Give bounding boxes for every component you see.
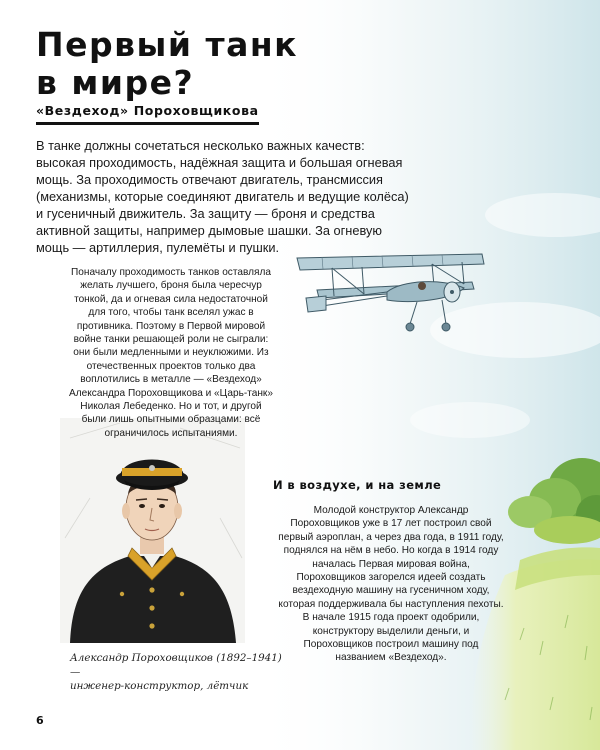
page-title-line: Первый танк — [36, 25, 299, 64]
portrait-illustration — [60, 418, 245, 643]
section-heading: И в воздухе, и на земле — [273, 478, 442, 492]
body-paragraph-right: Молодой конструктор Александр Пороховщиков уже в 17 лет построил свой первый аэроплан, а через два года, в 1911 году, поднялся на нём в небо. Но когда в 1914 году началась Первая мировая война, Пороховщиков загорелся идеей создать вездеходную машину на гусеничном ходу, которая поддерживала бы наступления пехоты. В начале 1915 года проект одобрили, конструктору выделили деньги, и Пороховщиков построил машину под названием «Вездеход». — [278, 505, 504, 664]
biplane-illustration — [292, 242, 492, 342]
body-paragraph-left: Поначалу проходимость танков оставляла желать лучшего, броня была чересчур тонкой, да и огневая сила недостаточной для того, чтобы танк вселял ужас в противника. Поэтому в Первой мировой войне танки решающей роли не сыграли: они были медленными и неуклюжими. Из отечественных проектов только два воплотились в металле — «Вездеход» Александра Пороховщикова и «Царь-танк» Николая Лебеденко. Но и тот, и другой были лишь опытными образцами: всё ограничилось испытаниями. — [69, 267, 273, 439]
portrait-caption — [70, 651, 290, 693]
cloud — [410, 402, 530, 438]
caption-line: Александр Пороховщиков (1892–1941) — — [70, 652, 282, 678]
page-subtitle: «Вездеход» Пороховщикова — [36, 103, 259, 125]
caption-line: инженер-конструктор, лётчик — [70, 680, 249, 692]
page-title — [36, 26, 298, 102]
page-number: 6 — [36, 714, 44, 727]
page-title-line: в мире? — [36, 63, 195, 102]
intro-paragraph: В танке должны сочетаться несколько важных качеств: высокая проходимость, надёжная защита и большая огневая мощь. За проходимость отвечают двигатель, трансмиссия (механизмы, которые соединяют двигатель и ведущие колёса) и гусеничный движитель. За защиту — броня и средства активной защиты, например дымовые шашки. За огневую мощь — артиллерия, пулемёты и пушки. — [36, 138, 409, 255]
